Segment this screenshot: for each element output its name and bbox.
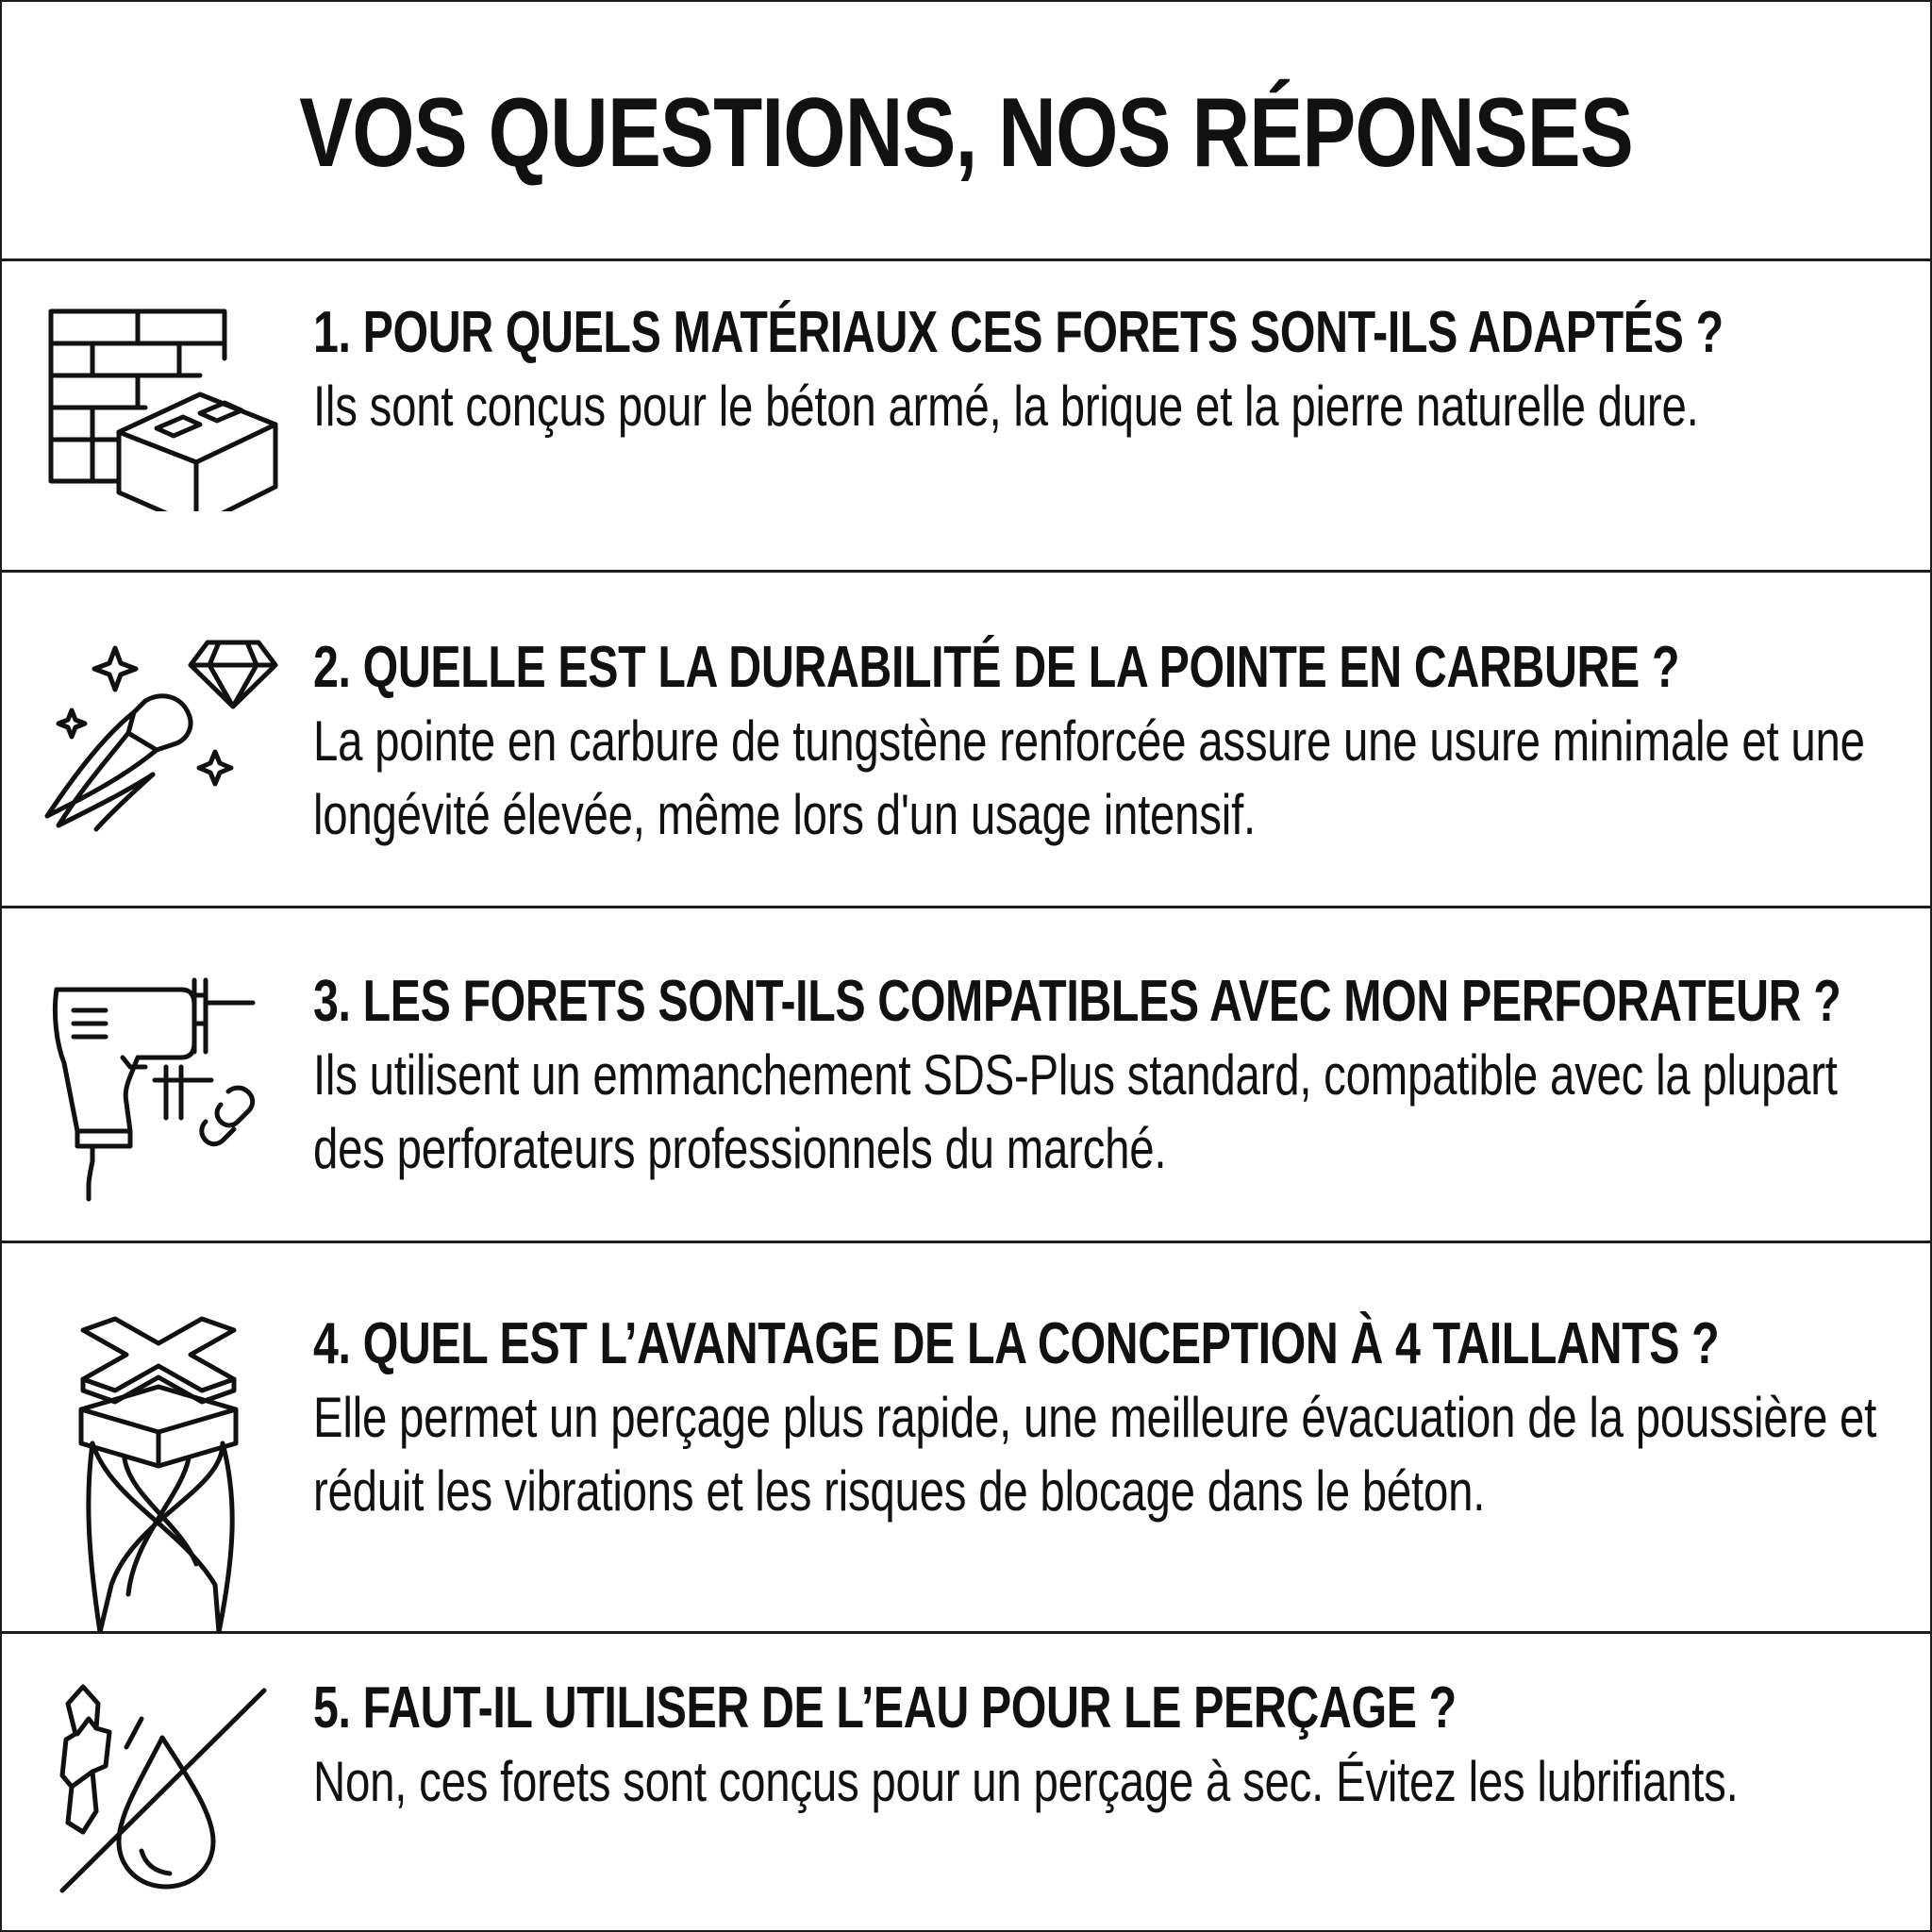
faq-question: 3. LES FORETS SONT-ILS COMPATIBLES AVEC MON PERFORATEUR ? xyxy=(313,969,1841,1034)
faq-item-compatibility xyxy=(2,908,1930,1243)
faq-question: 5. FAUT-IL UTILISER DE L’EAU POUR LE PERÇAGE ? xyxy=(313,1675,1457,1740)
faq-answer: Non, ces forets sont conçus pour un perçage à sec. Évitez les lubrifiants. xyxy=(313,1750,1739,1813)
hammer-drill-icon xyxy=(40,976,285,1218)
faq-item-4-cutter xyxy=(2,1243,1930,1634)
page-title: VOS QUESTIONS, NOS RÉPONSES xyxy=(299,77,1633,188)
faq-answer: Ils sont conçus pour le béton armé, la brique et la pierre naturelle dure. xyxy=(313,375,1699,438)
brick-wall-icon xyxy=(40,302,285,511)
faq-answer: Ils utilisent un emmanchement SDS-Plus standard, compatible avec la plupart des perforateurs professionnels du marché. xyxy=(313,1043,1838,1180)
faq-question: 2. QUELLE EST LA DURABILITÉ DE LA POINTE EN CARBURE ? xyxy=(313,635,1680,700)
faq-item-water xyxy=(2,1634,1930,1930)
faq-item-durability xyxy=(2,573,1930,908)
no-water-icon xyxy=(40,1681,285,1898)
faq-answer: Elle permet un perçage plus rapide, une meilleure évacuation de la poussière et réduit les vibrations et les risques de blocage dans le béton. xyxy=(313,1386,1877,1523)
header xyxy=(2,2,1930,261)
faq-question: 1. POUR QUELS MATÉRIAUX CES FORETS SONT-ILS ADAPTÉS ? xyxy=(313,300,1724,365)
faq-item-materials xyxy=(2,258,1930,573)
four-cutter-drill-bit-icon xyxy=(40,1311,285,1632)
faq-answer: La pointe en carbure de tungstène renforcée assure une usure minimale et une longévité élevée, même lors d'un usage intensif. xyxy=(313,709,1865,846)
faq-question: 4. QUEL EST L’AVANTAGE DE LA CONCEPTION À 4 TAILLANTS ? xyxy=(313,1311,1720,1376)
diamond-drill-tip-icon xyxy=(40,629,285,856)
